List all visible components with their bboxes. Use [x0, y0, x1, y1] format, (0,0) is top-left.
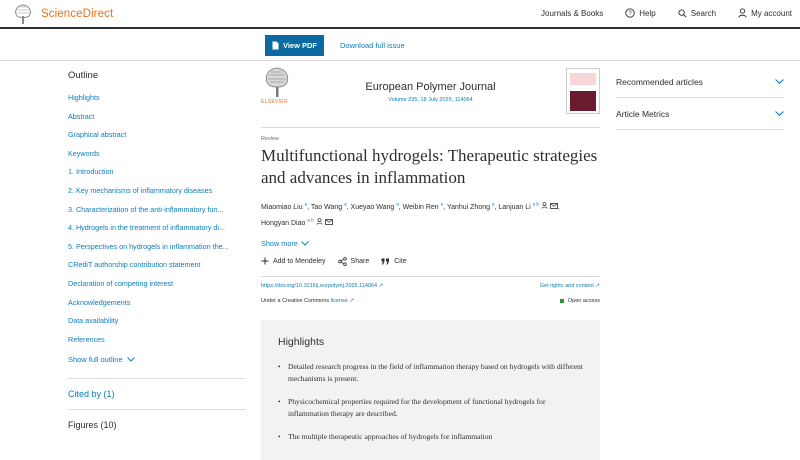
chevron-down-icon: [301, 241, 309, 246]
person-icon: [541, 202, 548, 209]
highlight-item: • The multiple therapeutic approaches of hydrogels for inflammation: [278, 431, 583, 444]
person-icon: [316, 218, 323, 225]
cover-title-band: [570, 73, 596, 85]
license-link[interactable]: license ↗: [330, 297, 354, 304]
outline-item[interactable]: 1. Introduction: [68, 167, 114, 177]
affiliation-sup: a: [396, 202, 399, 207]
rights-link[interactable]: Get rights and content ↗: [539, 282, 600, 289]
journal-header: [261, 66, 600, 128]
author-name[interactable]: [261, 217, 333, 227]
svg-text:?: ?: [628, 11, 632, 18]
show-full-outline-button[interactable]: [68, 355, 246, 364]
article-type: Review: [261, 136, 280, 142]
cover-image-band: [570, 91, 596, 111]
affiliation-sup: a b: [532, 202, 539, 207]
help-icon: [625, 8, 635, 18]
article-metrics-label: Article Metrics: [616, 108, 670, 119]
article-title: Multifunctional hydrogels: Therapeutic strategies and advances in inflammation: [261, 146, 598, 187]
outline-item[interactable]: 2. Key mechanisms of inflammatory diseases: [68, 185, 213, 195]
elsevier-tree-icon: [12, 4, 34, 24]
account-link[interactable]: [738, 8, 792, 18]
view-pdf-label: View PDF: [282, 41, 318, 50]
article-toolbar: [0, 29, 800, 61]
outline-item[interactable]: References: [68, 334, 105, 344]
right-panel: [616, 66, 784, 130]
publisher-label: ELSEVIER: [261, 99, 288, 105]
article-actions: [261, 257, 600, 266]
author-list: [261, 199, 600, 230]
affiliation-sup: a: [304, 202, 308, 207]
pdf-icon: [272, 41, 279, 50]
author-name[interactable]: Yanhui Zhong $^a$,: [446, 202, 497, 212]
outline-item[interactable]: Data availability: [68, 316, 119, 326]
outline-item[interactable]: Graphical abstract: [68, 130, 127, 140]
share-label: Share: [350, 257, 370, 265]
outline-item[interactable]: 4. Hydrogels in the treatment of inflammatory di...: [68, 223, 225, 233]
article-metrics-toggle[interactable]: [616, 98, 784, 130]
affiliation-sup: a b: [307, 217, 314, 223]
show-more-label: Show more: [261, 238, 298, 248]
author-name-text: Xueyao Wang: [350, 204, 395, 212]
author-name[interactable]: Xueyao Wang $^a$,: [350, 202, 401, 212]
add-to-mendeley-label: Add to Mendeley: [273, 257, 326, 265]
journal-title[interactable]: European Polymer Journal: [365, 81, 496, 93]
journal-volume: [261, 97, 600, 103]
divider: [68, 378, 246, 379]
author-name-text: Miaomiao Liu: [261, 204, 303, 212]
outline-item[interactable]: Keywords: [68, 148, 100, 158]
chevron-down-icon: [775, 79, 784, 84]
email-icon[interactable]: [325, 219, 333, 225]
chevron-down-icon: [775, 111, 784, 116]
quote-icon: [381, 258, 390, 265]
search-icon: [678, 9, 687, 18]
license-text: [261, 298, 354, 304]
author-name-text: Weibin Ren: [402, 204, 439, 212]
author-name[interactable]: Weibin Ren $^a$,: [402, 202, 446, 212]
outline-item[interactable]: Highlights: [68, 93, 100, 102]
article-main: [261, 66, 600, 460]
open-access-dot: [560, 299, 564, 303]
show-more-button[interactable]: [261, 239, 600, 248]
search-link[interactable]: [678, 9, 716, 18]
plus-icon: [261, 257, 269, 265]
outline-item[interactable]: CRediT authorship contribution statement: [68, 260, 201, 270]
add-to-mendeley-button[interactable]: [261, 257, 326, 265]
author-name-text: Tao Wang: [310, 204, 343, 212]
share-button[interactable]: [338, 257, 370, 266]
recommended-articles-label: Recommended articles: [616, 76, 703, 87]
highlights-section: [261, 320, 600, 460]
help-label: Help: [639, 8, 656, 18]
cite-label: Cite: [394, 257, 407, 265]
outline-item[interactable]: 3. Characterization of the anti-inflammatory fun...: [68, 204, 224, 214]
figures-link[interactable]: Figures (10): [68, 420, 117, 430]
outline-item[interactable]: Declaration of competing interest: [68, 278, 174, 288]
site-header: [0, 0, 800, 29]
outline-item[interactable]: 5. Perspectives on hydrogels in inflammation the...: [68, 241, 229, 251]
license-row: [261, 298, 600, 304]
share-icon: [338, 257, 347, 266]
author-name[interactable]: Lanjuan Li $^{a b}$ ,: [498, 202, 560, 212]
help-link[interactable]: [625, 8, 655, 18]
outline-panel: [68, 70, 246, 364]
highlight-item: • Physicochemical properties required for the development of functional hydrogels for inflammation therapy are described.: [278, 396, 583, 421]
doi-link[interactable]: https://doi.org/10.1016/j.eurpolymj.2025.114064 ↗: [261, 282, 384, 289]
divider: [68, 409, 246, 410]
doi-row: [261, 276, 600, 289]
open-access-badge: [560, 298, 600, 304]
author-name-text: Hongyan Diao: [261, 219, 306, 227]
download-full-issue-link[interactable]: Download full issue: [340, 41, 405, 50]
search-label: Search: [690, 8, 717, 18]
affiliation-sup: a: [344, 202, 347, 207]
open-access-label: Open access: [567, 297, 600, 304]
email-icon[interactable]: [550, 203, 558, 209]
highlights-title: Highlights: [278, 335, 325, 348]
account-label: My account: [751, 8, 792, 18]
cite-button[interactable]: [381, 258, 406, 265]
view-pdf-button[interactable]: [265, 35, 324, 56]
license-prefix: Under a Creative Commons: [261, 297, 330, 304]
highlights-list: [278, 361, 583, 444]
affiliation-sup: a: [491, 202, 495, 207]
volume-link[interactable]: Volume 235, 18 July 2025, 114064: [388, 97, 473, 103]
journals-books-link[interactable]: Journals & Books: [541, 8, 604, 18]
brand-name: ScienceDirect: [41, 8, 114, 20]
journal-cover-image[interactable]: [566, 68, 600, 114]
chevron-down-icon: [127, 357, 135, 362]
recommended-articles-toggle[interactable]: [616, 66, 784, 98]
author-name-text: Lanjuan Li: [498, 204, 531, 212]
show-full-outline-label: Show full outline: [68, 355, 123, 365]
affiliation-sup: a: [440, 202, 444, 207]
person-icon: [738, 8, 747, 18]
author-name-text: Yanhui Zhong: [446, 204, 491, 212]
outline-item[interactable]: Acknowledgements: [68, 297, 131, 307]
top-navigation: [519, 8, 792, 18]
sciencedirect-logo[interactable]: [12, 4, 113, 24]
outline-item[interactable]: Abstract: [68, 111, 95, 121]
cited-by-link[interactable]: Cited by (1): [68, 389, 115, 399]
author-name[interactable]: Miaomiao Liu $^a$,: [261, 202, 310, 212]
outline-title: Outline: [68, 70, 99, 81]
author-name[interactable]: Tao Wang $^a$,: [310, 202, 349, 212]
highlight-item: • Detailed research progress in the field of inflammation therapy based on hydrogels with different mechanisms is present.: [278, 361, 583, 386]
